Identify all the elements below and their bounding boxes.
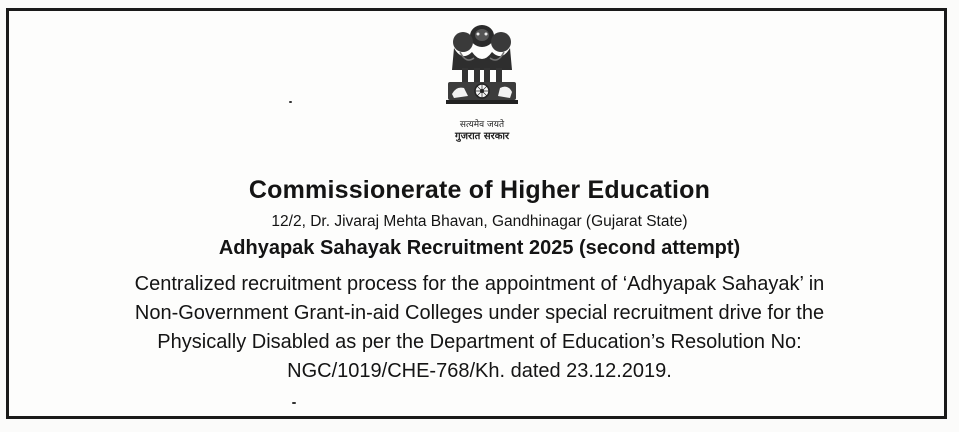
emblem-motto: सत्यमेव जयते — [459, 120, 505, 130]
organization-address: 12/2, Dr. Jivaraj Mehta Bhavan, Gandhinagar (Gujarat State) — [271, 213, 688, 230]
emblem — [432, 22, 532, 150]
scan-speck — [289, 101, 292, 103]
recruitment-description — [0, 270, 959, 386]
emblem-government-name: गुजरात सरकार — [454, 131, 510, 142]
recruitment-title: Adhyapak Sahayak Recruitment 2025 (second attempt) — [218, 237, 741, 259]
description-line: Centralized recruitment process for the appointment of ‘Adhyapak Sahayak’ in — [134, 273, 825, 295]
description-line: Physically Disabled as per the Department of Education’s Resolution No: — [157, 331, 802, 353]
scan-speck — [292, 402, 296, 404]
description-line: Non-Government Grant-in-aid Colleges under special recruitment drive for the — [134, 302, 825, 324]
national-emblem-icon — [432, 22, 532, 114]
description-line: NGC/1019/CHE-768/Kh. dated 23.12.2019. — [287, 360, 672, 382]
organization-name: Commissionerate of Higher Education — [248, 176, 711, 204]
